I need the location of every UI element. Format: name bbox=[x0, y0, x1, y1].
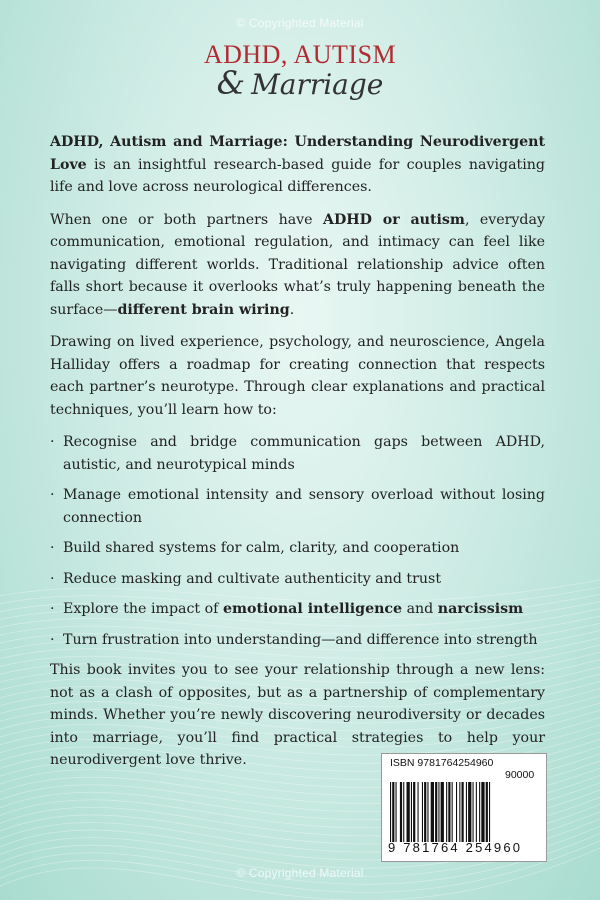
barcode-bar bbox=[462, 782, 464, 842]
list-item: · Turn frustration into understanding—and difference into strength bbox=[50, 631, 538, 648]
list-item: · Explore the impact of emotional intelligence and narcissism bbox=[50, 601, 524, 617]
copyright-watermark-top: © Copyrighted Material bbox=[236, 16, 364, 30]
isbn-barcode bbox=[381, 753, 547, 862]
barcode-bar bbox=[427, 782, 428, 842]
list-item: · Reduce masking and cultivate authenticity and trust bbox=[50, 570, 442, 587]
barcode-bar bbox=[459, 782, 460, 842]
barcode-bar bbox=[400, 782, 402, 842]
barcode-bar bbox=[403, 782, 404, 842]
isbn-label: ISBN 9781764254960 bbox=[390, 757, 494, 769]
barcode-bar bbox=[431, 782, 434, 842]
price-code: 90000 bbox=[505, 769, 535, 781]
bullet-text: Build shared systems for calm, clarity, and cooperation bbox=[63, 540, 460, 556]
learning-bullet-list bbox=[50, 431, 545, 651]
bullet-text: and bbox=[402, 601, 438, 617]
barcode-bar bbox=[396, 782, 397, 842]
adhd-autism-paragraph bbox=[50, 209, 545, 322]
barcode-bar bbox=[466, 782, 467, 842]
list-item: · Manage emotional intensity and sensory overload without losing connection bbox=[50, 487, 545, 526]
copyright-watermark-bottom: © Copyrighted Material bbox=[236, 866, 364, 880]
roadmap-paragraph: Drawing on lived experience, psychology, and neuroscience, Angela Halliday offers a roadmap for creating connection that respects each partner’s neurotype. Through clear explanations and practical techniques, you’ll learn how to: bbox=[50, 334, 545, 418]
barcode-bar bbox=[422, 782, 423, 842]
list-item: · Build shared systems for calm, clarity, and cooperation bbox=[50, 540, 460, 556]
barcode-bar bbox=[479, 782, 480, 842]
barcode-bar bbox=[452, 782, 453, 842]
para2-bold-2: different brain wiring bbox=[117, 301, 290, 318]
bullet-text: Recognise and bridge communication gaps between ADHD, autistic, and neurotypical minds bbox=[63, 434, 545, 473]
barcode-bar bbox=[441, 782, 444, 842]
barcode-bars bbox=[390, 782, 538, 842]
barcode-bar bbox=[486, 782, 488, 842]
barcode-bar bbox=[481, 782, 484, 842]
book-title bbox=[0, 40, 600, 100]
bullet-bold: emotional intelligence bbox=[222, 601, 403, 617]
title-marriage: Marriage bbox=[251, 68, 384, 101]
title-line-2 bbox=[0, 64, 600, 102]
barcode-bar bbox=[456, 782, 457, 842]
para2-text-3: . bbox=[289, 301, 295, 318]
barcode-bar bbox=[435, 782, 437, 842]
barcode-digits: 9 781764 254960 bbox=[388, 840, 523, 855]
para2-text-2: , everyday communication, emotional regulation, and intimacy can feel like navigating different worlds. Traditional relationship advice often falls short because it overlooks what’s truly happening beneath the surface— bbox=[50, 211, 545, 318]
barcode-bar bbox=[489, 782, 490, 842]
intro-paragraph bbox=[50, 131, 545, 199]
barcode-bar bbox=[476, 782, 477, 842]
barcode-bar bbox=[413, 782, 415, 842]
barcode-bar bbox=[418, 782, 419, 842]
bullet-text: Turn frustration into understanding—and difference into strength bbox=[63, 631, 538, 648]
barcode-bar bbox=[390, 782, 391, 842]
barcode-bar bbox=[473, 782, 474, 842]
back-cover-blurb bbox=[50, 131, 545, 782]
barcode-bar bbox=[446, 782, 447, 842]
barcode-bar bbox=[468, 782, 471, 842]
intro-text: is an insightful research-based guide for couples navigating life and love across neurological differences. bbox=[50, 156, 545, 195]
title-line-1: ADHD, AUTISM bbox=[203, 40, 397, 69]
para2-bold-1: ADHD or autism bbox=[322, 211, 465, 228]
bullet-bold: narcissism bbox=[437, 601, 524, 617]
bullet-text: Explore the impact of bbox=[63, 601, 223, 617]
barcode-bar bbox=[407, 782, 410, 842]
title-ampersand: & bbox=[216, 64, 246, 102]
bullet-text: Reduce masking and cultivate authenticity and trust bbox=[63, 570, 442, 587]
barcode-bar bbox=[424, 782, 426, 842]
barcode-bar bbox=[411, 782, 412, 842]
list-item: · Recognise and bridge communication gaps between ADHD, autistic, and neurotypical minds bbox=[50, 434, 545, 473]
para2-text-1: When one or both partners have bbox=[50, 211, 323, 228]
barcode-bar bbox=[392, 782, 394, 842]
barcode-bar bbox=[438, 782, 439, 842]
intro-bold-title: ADHD, Autism and Marriage: Understanding Neurodivergent Love bbox=[50, 134, 545, 173]
bullet-text: Manage emotional intensity and sensory overload without losing connection bbox=[63, 487, 545, 526]
closing-paragraph: This book invites you to see your relationship through a new lens: not as a clash of opposites, but as a partnership of complementary minds. Whether you’re newly discovering neurodiversity or decades into marriage, you’ll find practical strategies to help your neurodivergent love thrive. bbox=[50, 662, 545, 768]
barcode-bar bbox=[448, 782, 450, 842]
